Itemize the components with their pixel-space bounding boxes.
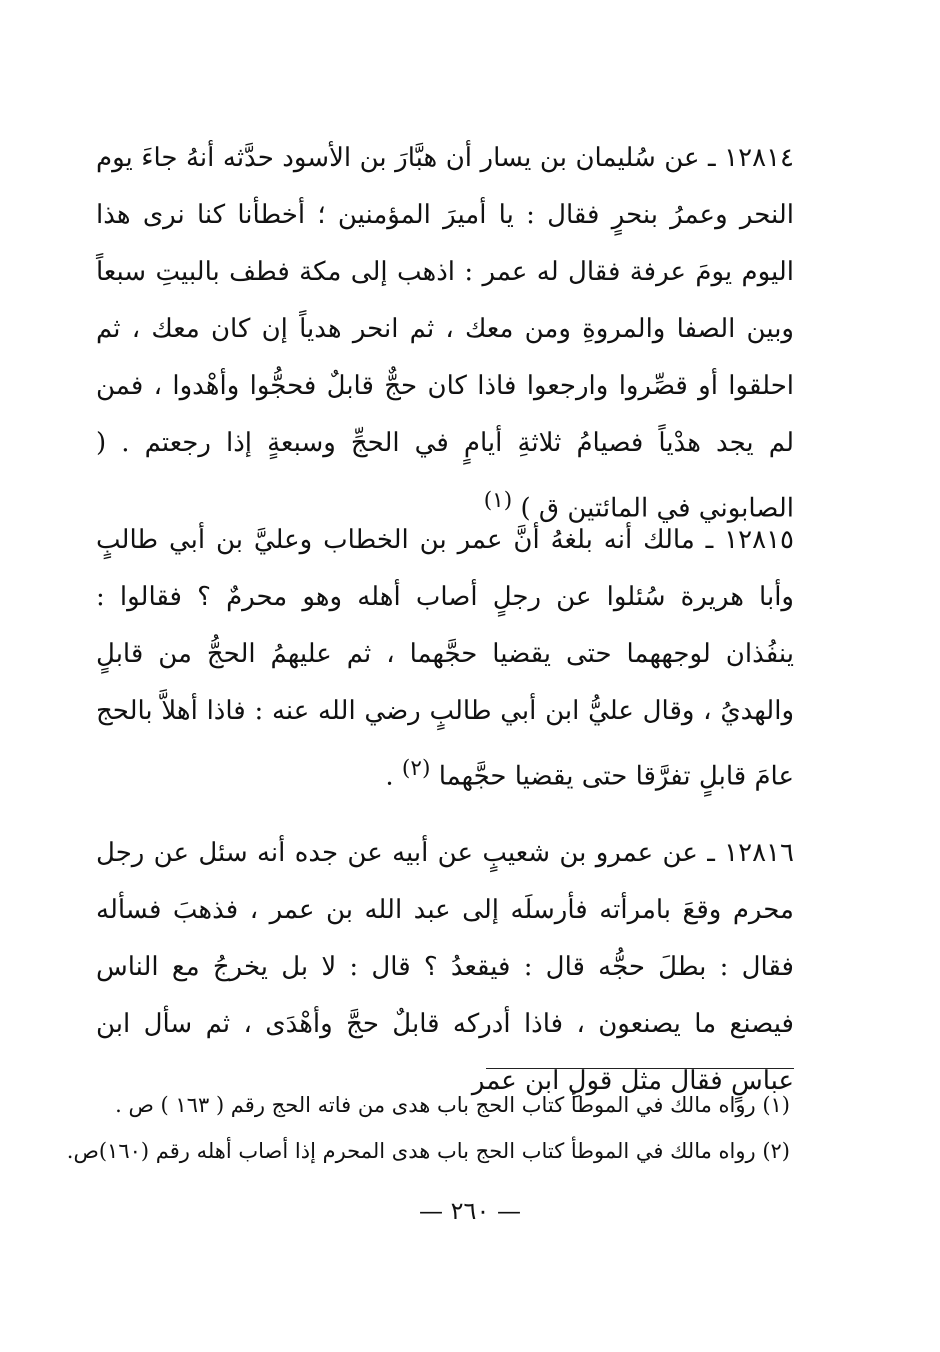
- footnote-2: (٢) رواه مالك في الموطأ كتاب الحج باب هدى المحرم إذا أصاب أهله رقم (١٦٠)ص.: [66, 1139, 790, 1163]
- hadith-12816: ١٢٨١٦ ـ عن عمرو بن شعيبٍ عن أبيه عن جده أنه سئل عن رجل محرم وقعَ بامرأته فأرسلَه إلى عبد الله بن عمر ، فذهبَ فسأله فقال : بطلَ حجُّه قال : فيقعدُ ؟ قال : لا بل يخرجُ مع الناس فيصنع ما يصنعون ، فاذا أدركه قابلٌ حجَّ وأهْدَى ، ثم سأل ابن عباسٍ فقال مثل قولِ ابن عمر: [96, 838, 794, 1096]
- hadith-text: مالك أنه بلغهُ أنَّ عمر بن الخطاب وعليَّ بن أبي طالبٍ وأبا هريرة سُئلوا عن رجلٍ أصاب أهله وهو محرمٌ ؟ فقالوا : ينفُذان لوجههما حتى يقضيا حجَّهما ، ثم عليهمُ الحجُّ من قابلٍ والهديُ ، وقال عليُّ ابن أبي طالبٍ رضي الله عنه : فاذا أهلاَّ بالحج عامَ قابلٍ تفرَّقا حتى يقضيا حجَّهما: [96, 525, 794, 792]
- hadith-number: ١٢٨١٥: [724, 525, 794, 555]
- footnote-ref: (٢): [401, 756, 431, 781]
- hadith-text: عن سُليمان بن يسار أن هبَّارَ بن الأسود حدَّثه أنهُ جاءَ يوم النحر وعمرُ بنحرٍ فقال : يا أميرَ المؤمنين ؛ أخطأنا كنا نرى هذا اليوم يومَ عرفة فقال له عمر : اذهب إلى مكة فطف بالبيتِ سبعاً وبين الصفا والمروةِ ومن معك ، ثم انحر هدياً إن كان معك ، ثم احلقوا أو قصِّروا وارجعوا فاذا كان حجٌّ قابلٌ فحجُّوا وأهْدوا ، فمن لم يجد هدْياً فصيامُ ثلاثةِ أيامٍ في الحجِّ وسبعةٍ إذا رجعتم . ( الصابوني في المائتين ق ): [96, 143, 794, 524]
- footnote-ref: (١): [483, 488, 513, 513]
- page-number: — ٢٦٠ —: [419, 1197, 521, 1225]
- footnote-divider: [486, 1068, 794, 1069]
- hadith-text: عن عمرو بن شعيبٍ عن أبيه عن جده أنه سئل عن رجل محرم وقعَ بامرأته فأرسلَه إلى عبد الله بن عمر ، فذهبَ فسأله فقال : بطلَ حجُّه قال : فيقعدُ ؟ قال : لا بل يخرجُ مع الناس فيصنع ما يصنعون ، فاذا أدركه قابلٌ حجَّ وأهْدَى ، ثم سأل ابن عباسٍ فقال مثل قولِ ابن عمر: [96, 838, 794, 1096]
- hadith-12815: ١٢٨١٥ ـ مالك أنه بلغهُ أنَّ عمر بن الخطاب وعليَّ بن أبي طالبٍ وأبا هريرة سُئلوا عن رجلٍ أصاب أهله وهو محرمٌ ؟ فقالوا : ينفُذان لوجههما حتى يقضيا حجَّهما ، ثم عليهمُ الحجُّ من قابلٍ والهديُ ، وقال عليُّ ابن أبي طالبٍ رضي الله عنه : فاذا أهلاَّ بالحج عامَ قابلٍ تفرَّقا حتى يقضيا حجَّهما $^{(٢)}$ .: [96, 525, 794, 792]
- hadith-number: ١٢٨١٦: [724, 838, 794, 868]
- hadith-number: ١٢٨١٤: [724, 143, 794, 173]
- hadith-12814: ١٢٨١٤ ـ عن سُليمان بن يسار أن هبَّارَ بن الأسود حدَّثه أنهُ جاءَ يوم النحر وعمرُ بنحرٍ فقال : يا أميرَ المؤمنين ؛ أخطأنا كنا نرى هذا اليوم يومَ عرفة فقال له عمر : اذهب إلى مكة فطف بالبيتِ سبعاً وبين الصفا والمروةِ ومن معك ، ثم انحر هدياً إن كان معك ، ثم احلقوا أو قصِّروا وارجعوا فاذا كان حجٌّ قابلٌ فحجُّوا وأهْدوا ، فمن لم يجد هدْياً فصيامُ ثلاثةِ أيامٍ في الحجِّ وسبعةٍ إذا رجعتم . ( الصابوني في المائتين ق ) $^{(١)}$: [96, 143, 794, 524]
- footnote-1: (١) رواه مالك في الموطأ كتاب الحج باب هدى من فاته الحج رقم ( ١٦٣ ) ص .: [115, 1093, 790, 1117]
- footnotes: [66, 1082, 790, 1174]
- hadith-tail: .: [385, 761, 402, 792]
